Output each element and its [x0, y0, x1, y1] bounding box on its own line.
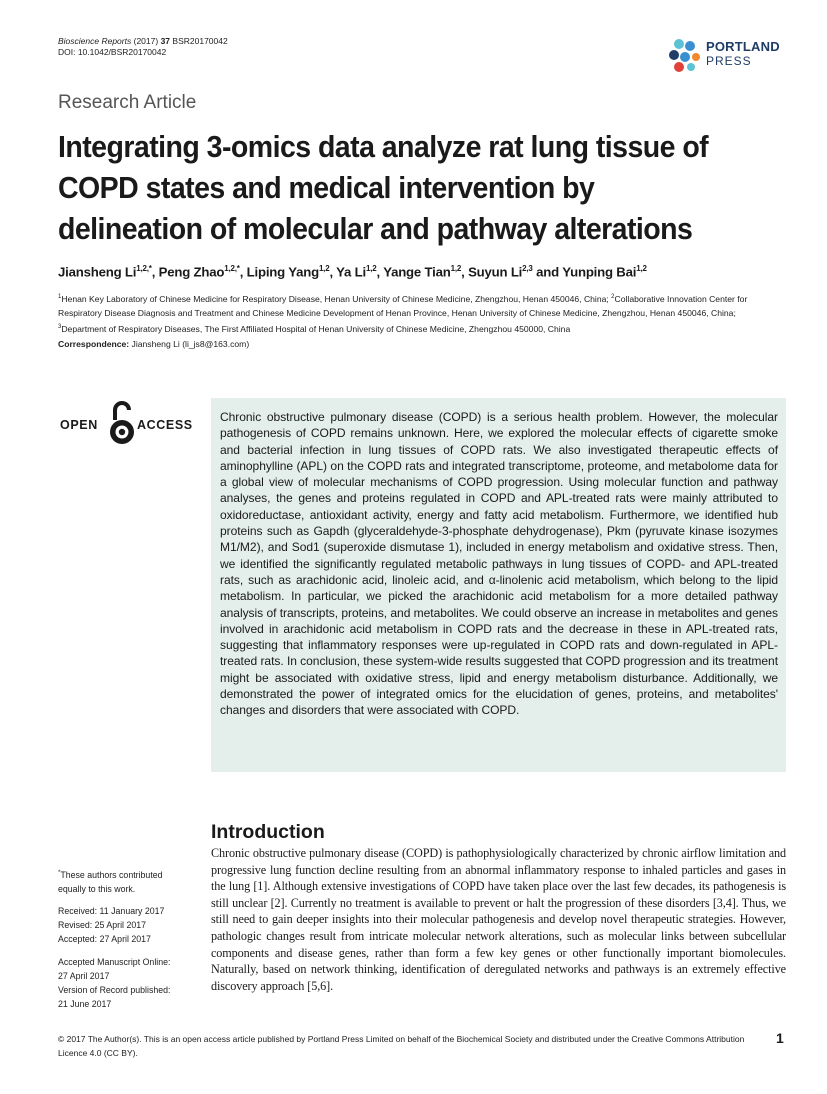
article-dates: [58, 904, 198, 946]
version-of-record-date: 21 June 2017: [58, 999, 112, 1009]
logo-text-press: PRESS: [706, 54, 752, 68]
open-lock-icon: [108, 400, 136, 446]
article-title: Integrating 3-omics data analyze rat lung tissue of COPD states and medical intervention by delineation of molecular and pathway alterations: [58, 129, 709, 246]
received-date: Received: 11 January 2017: [58, 906, 165, 916]
open-access-word-open: OPEN: [60, 418, 98, 432]
author-contribution-note: *These authors contributed equally to this work.: [58, 869, 163, 894]
affiliation-text: Henan Key Laboratory of Chinese Medicine for Respiratory Disease, Henan University of Chinese Medicine, Zhengzhou, Henan 450046, China;: [61, 293, 612, 304]
correspondence: [58, 339, 249, 349]
publication-dates: Accepted Manuscript Online: 27 April 2017 Version of Record published: 21 June 2017: [58, 955, 198, 1011]
affiliation-text: Department of Respiratory Diseases, The First Affiliated Hospital of Henan University of Chinese Medicine, Zhengzhou 450000, China: [61, 323, 571, 334]
affiliation-text: Collaborative Innovation Center for Respiratory Disease Diagnosis and Treatment and Chinese Medicine Development of Henan Province, Henan University of Chinese Medicine, Zhengzhou, Henan 450046, China;: [58, 293, 748, 318]
portland-press-logo: [668, 38, 793, 74]
journal-citation: Bioscience Reports (2017) 37 BSR20170042: [58, 36, 228, 46]
author-name[interactable]: Peng Zhao: [158, 264, 225, 280]
page-number: 1: [776, 1030, 784, 1046]
introduction-text: Chronic obstructive pulmonary disease (COPD) is pathophysiologically characterized by chronic airflow limitation and progressive lung function decline resulting from an abnormal inflammatory response to inhaled particles and gases in the lung [1]. Although extensive investigations of COPD have taken place over the last few decades, its pathogenesis is still unclear [2]. Currently no treatment is available to prevent or halt the progression of these disorders [3,4]. Thus, we still need to gain deeper insights into their molecular pathogenesis and develop novel therapeutic strategies. However, pathologic changes result from intricate molecular network alterations, such as molecular links between subcellular components and disease genes, rather than form a few key genes or other functionally important biomolecules. Naturally, based on network thinking, identification of deregulated networks and pathways is an extremely effective discovery approach [5,6].: [211, 846, 786, 993]
open-access-word-access: ACCESS: [137, 418, 193, 432]
correspondence-label: Correspondence:: [58, 339, 130, 349]
author-list: Jiansheng $Li^{1,2,*}$, Peng Zhao$^{1,2,*}$, Liping Yang$^{1,2}$, Ya Li$^{1,2}$, Yange Tian$^{1,2}$, Suyun Li$^{2,3}$ and Yunping Bai$^{1,2}$: [58, 264, 647, 280]
license-line[interactable]: Licence 4.0 (CC BY).: [58, 1048, 138, 1058]
open-access-badge: [60, 400, 200, 446]
journal-header: [58, 36, 228, 58]
abstract-text: Chronic obstructive pulmonary disease (COPD) is a serious health problem. However, the molecular pathogenesis of COPD remains unknown. Here, we explored the molecular effects of cigarette smoke and bacterial infection in lung tissues of COPD rats. We also investigated therapeutic effects of aminophylline (APL) on the COPD rats and integrated transcriptome, proteome, and metabolome data for a global view of molecular mechanisms of COPD progression. Using molecular function and pathway analyses, the genes and proteins regulated in COPD and APL-treated rats were mainly attributed to oxidoreductase, antioxidant activity, energy and fatty acid metabolism. Furthermore, we identified hub proteins such as Gapdh (glyceraldehyde-3-phosphate dehydrogenase), Pkm (pyruvate kinase isozymes M1/M2), and Sod1 (superoxide dismutase 1), included in energy metabolism and oxidative stress. Then, we identified the significantly regulated metabolic pathways in lung tissues of COPD- and APL-treated rats, such as arachidonic acid, linoleic acid, and α-linolenic acid metabolism, which belong to the lipid metabolism. In particular, we picked the arachidonic acid metabolism for a more detailed pathway analysis of transcripts, proteins, and metabolites. We could observe an increase in metabolites and genes involved in arachidonic acid metabolism in COPD rats and the decrease in these in APL-treated rats, suggesting that inflammatory responses were up-regulated in COPD rats and down-regulated in APL-treated rats. In conclusion, these system-wide results suggested that COPD progression and its treatment might be associated with oxidative stress, lipid and energy metabolism disturbance. Additionally, we demonstrated the power of integrated omics for the elucidation of genes, proteins, and metabolites' changes and disorders that were associated with COPD.: [220, 410, 778, 718]
license-line: © 2017 The Author(s). This is an open access article published by Portland Press Limited on behalf of the Biochemical Society and distributed under the Creative Commons Attribution: [58, 1034, 745, 1044]
logo-text-portland: PORTLAND: [706, 39, 780, 54]
author-name[interactable]: Yunping Bai: [562, 264, 637, 280]
author-name[interactable]: Jiansheng Li: [58, 264, 137, 280]
doi[interactable]: DOI: 10.1042/BSR20170042: [58, 47, 167, 57]
article-type: Research Article: [58, 92, 197, 113]
author-name[interactable]: Ya Li: [336, 264, 366, 280]
affiliations: $^1$Henan Key Laboratory of Chinese Medicine for Respiratory Disease, Henan University of Chinese Medicine, Zhengzhou, Henan 450046, China; $^2$Collaborative Innovation Center for Respiratory Disease Diagnosis and Treatment and Chinese Medicine Development of Henan Province, Henan University of Chinese Medicine, Zhengzhou, Henan 450046, China; $^3$Department of Respiratory Diseases, The First Affiliated Hospital of Henan University of Chinese Medicine, Zhengzhou 450000, China: [58, 293, 748, 334]
accepted-date: Accepted: 27 April 2017: [58, 934, 151, 944]
license-footer: [58, 1032, 748, 1060]
author-name[interactable]: Suyun Li: [468, 264, 523, 280]
accepted-manuscript-date: 27 April 2017: [58, 971, 110, 981]
author-name[interactable]: Yange Tian: [383, 264, 451, 280]
revised-date: Revised: 25 April 2017: [58, 920, 147, 930]
abstract-box: [211, 398, 786, 772]
author-name[interactable]: Liping Yang: [246, 264, 319, 280]
logo-dots-icon: [668, 38, 704, 74]
correspondence-email[interactable]: Jiansheng Li (li_js8@163.com): [131, 339, 250, 349]
introduction-heading: Introduction: [211, 821, 325, 843]
